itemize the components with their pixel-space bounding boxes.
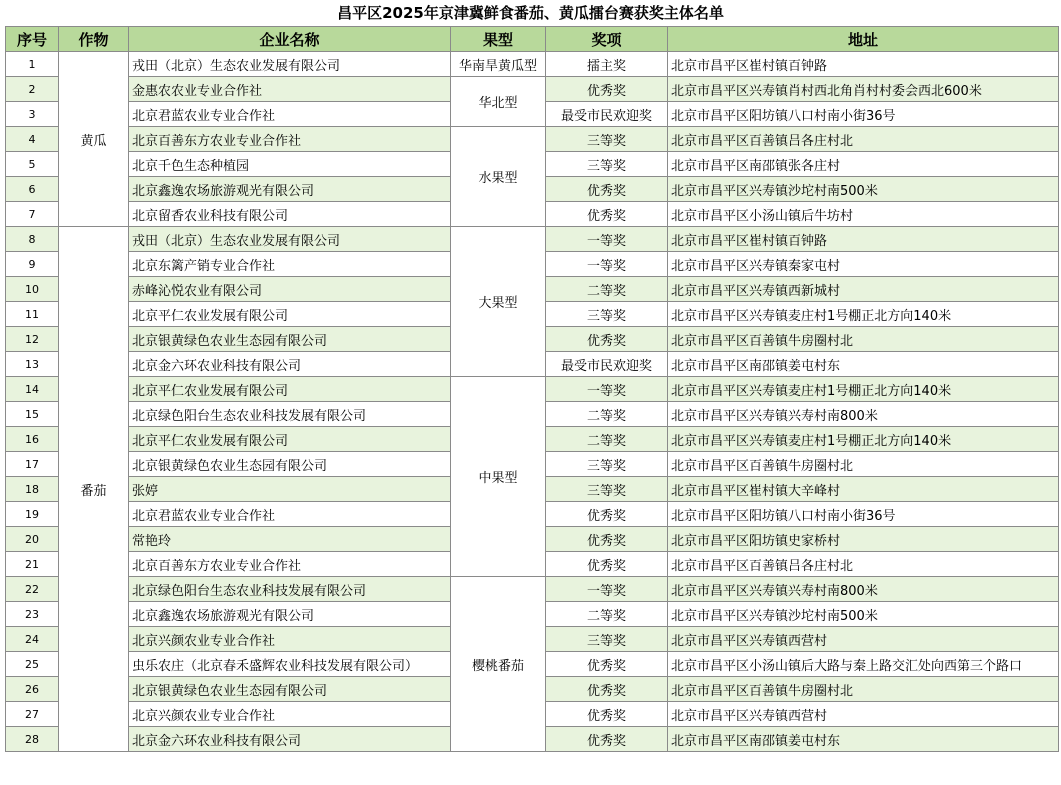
cell-no[interactable]: 24 xyxy=(6,627,59,652)
cell-award[interactable]: 三等奖 xyxy=(546,477,668,502)
cell-address[interactable]: 北京市昌平区百善镇吕各庄村北 xyxy=(668,127,1059,152)
cell-award[interactable]: 优秀奖 xyxy=(546,677,668,702)
cell-no[interactable]: 22 xyxy=(6,577,59,602)
cell-award[interactable]: 优秀奖 xyxy=(546,552,668,577)
cell-no[interactable]: 5 xyxy=(6,152,59,177)
table-body xyxy=(6,52,1059,752)
cell-award[interactable]: 一等奖 xyxy=(546,252,668,277)
header-company[interactable]: 企业名称 xyxy=(129,27,451,52)
cell-company[interactable]: 北京绿色阳台生态农业科技发展有限公司 xyxy=(129,577,451,602)
cell-no[interactable]: 27 xyxy=(6,702,59,727)
cell-company[interactable]: 虫乐农庄（北京春禾盛辉农业科技发展有限公司） xyxy=(129,652,451,677)
cell-type[interactable]: 华南旱黄瓜型 xyxy=(451,52,546,77)
cell-address[interactable]: 北京市昌平区南邵镇姜屯村东 xyxy=(668,727,1059,752)
cell-award[interactable]: 二等奖 xyxy=(546,427,668,452)
cell-no[interactable]: 6 xyxy=(6,177,59,202)
sheet-title: 昌平区2025年京津冀鲜食番茄、黄瓜擂台赛获奖主体名单 xyxy=(337,4,724,22)
cell-address[interactable]: 北京市昌平区兴寿镇兴寿村南800米 xyxy=(668,402,1059,427)
cell-address[interactable]: 北京市昌平区百善镇牛房圈村北 xyxy=(668,452,1059,477)
header-row xyxy=(6,27,1059,52)
cell-no[interactable]: 18 xyxy=(6,477,59,502)
cell-no[interactable]: 11 xyxy=(6,302,59,327)
header-no[interactable]: 序号 xyxy=(6,27,59,52)
table-row xyxy=(6,377,1059,402)
cell-award[interactable]: 三等奖 xyxy=(546,152,668,177)
cell-type[interactable]: 樱桃番茄 xyxy=(451,577,546,752)
cell-award[interactable]: 优秀奖 xyxy=(546,727,668,752)
cell-award[interactable]: 二等奖 xyxy=(546,402,668,427)
cell-type[interactable]: 水果型 xyxy=(451,127,546,227)
table-row xyxy=(6,52,1059,77)
cell-no[interactable]: 10 xyxy=(6,277,59,302)
cell-address[interactable]: 北京市昌平区兴寿镇沙坨村南500米 xyxy=(668,177,1059,202)
cell-no[interactable]: 21 xyxy=(6,552,59,577)
cell-award[interactable]: 优秀奖 xyxy=(546,702,668,727)
cell-award[interactable]: 二等奖 xyxy=(546,277,668,302)
cell-no[interactable]: 2 xyxy=(6,77,59,102)
cell-company[interactable]: 北京金六环农业科技有限公司 xyxy=(129,352,451,377)
cell-address[interactable]: 北京市昌平区百善镇吕各庄村北 xyxy=(668,552,1059,577)
cell-award[interactable]: 优秀奖 xyxy=(546,77,668,102)
cell-no[interactable]: 16 xyxy=(6,427,59,452)
cell-address[interactable]: 北京市昌平区南邵镇张各庄村 xyxy=(668,152,1059,177)
cell-company[interactable]: 北京百善东方农业专业合作社 xyxy=(129,552,451,577)
cell-company[interactable]: 金惠农农业专业合作社 xyxy=(129,77,451,102)
cell-address[interactable]: 北京市昌平区兴寿镇兴寿村南800米 xyxy=(668,577,1059,602)
cell-no[interactable]: 13 xyxy=(6,352,59,377)
cell-address[interactable]: 北京市昌平区兴寿镇肖村西北角肖村村委会西北600米 xyxy=(668,77,1059,102)
cell-company[interactable]: 北京兴颜农业专业合作社 xyxy=(129,702,451,727)
cell-company[interactable]: 北京平仁农业发展有限公司 xyxy=(129,302,451,327)
cell-address[interactable]: 北京市昌平区兴寿镇麦庄村1号棚正北方向140米 xyxy=(668,427,1059,452)
cell-company[interactable]: 北京金六环农业科技有限公司 xyxy=(129,727,451,752)
cell-crop[interactable]: 黄瓜 xyxy=(59,52,129,227)
cell-award[interactable]: 三等奖 xyxy=(546,127,668,152)
cell-award[interactable]: 优秀奖 xyxy=(546,527,668,552)
cell-company[interactable]: 北京留香农业科技有限公司 xyxy=(129,202,451,227)
cell-company[interactable]: 北京平仁农业发展有限公司 xyxy=(129,377,451,402)
cell-award[interactable]: 优秀奖 xyxy=(546,202,668,227)
table-row xyxy=(6,577,1059,602)
cell-address[interactable]: 北京市昌平区小汤山镇后牛坊村 xyxy=(668,202,1059,227)
cell-no[interactable]: 26 xyxy=(6,677,59,702)
cell-no[interactable]: 23 xyxy=(6,602,59,627)
table-row xyxy=(6,127,1059,152)
cell-company[interactable]: 北京君蓝农业专业合作社 xyxy=(129,102,451,127)
cell-no[interactable]: 4 xyxy=(6,127,59,152)
header-award[interactable]: 奖项 xyxy=(546,27,668,52)
cell-address[interactable]: 北京市昌平区阳坊镇八口村南小街36号 xyxy=(668,502,1059,527)
cell-award[interactable]: 三等奖 xyxy=(546,302,668,327)
cell-company[interactable]: 北京银黄绿色农业生态园有限公司 xyxy=(129,452,451,477)
cell-company[interactable]: 北京平仁农业发展有限公司 xyxy=(129,427,451,452)
cell-company[interactable]: 北京兴颜农业专业合作社 xyxy=(129,627,451,652)
cell-address[interactable]: 北京市昌平区崔村镇百钟路 xyxy=(668,227,1059,252)
cell-address[interactable]: 北京市昌平区兴寿镇西营村 xyxy=(668,702,1059,727)
cell-no[interactable]: 1 xyxy=(6,52,59,77)
cell-address[interactable]: 北京市昌平区兴寿镇西营村 xyxy=(668,627,1059,652)
header-crop[interactable]: 作物 xyxy=(59,27,129,52)
cell-company[interactable]: 北京银黄绿色农业生态园有限公司 xyxy=(129,327,451,352)
cell-no[interactable]: 28 xyxy=(6,727,59,752)
cell-address[interactable]: 北京市昌平区兴寿镇西新城村 xyxy=(668,277,1059,302)
cell-address[interactable]: 北京市昌平区阳坊镇八口村南小街36号 xyxy=(668,102,1059,127)
cell-award[interactable]: 三等奖 xyxy=(546,627,668,652)
cell-address[interactable]: 北京市昌平区兴寿镇秦家屯村 xyxy=(668,252,1059,277)
cell-company[interactable]: 北京绿色阳台生态农业科技发展有限公司 xyxy=(129,402,451,427)
cell-no[interactable]: 25 xyxy=(6,652,59,677)
cell-award[interactable]: 优秀奖 xyxy=(546,327,668,352)
cell-company[interactable]: 北京百善东方农业专业合作社 xyxy=(129,127,451,152)
cell-company[interactable]: 北京鑫逸农场旅游观光有限公司 xyxy=(129,177,451,202)
cell-address[interactable]: 北京市昌平区阳坊镇史家桥村 xyxy=(668,527,1059,552)
table-row xyxy=(6,77,1059,102)
cell-company[interactable]: 北京千色生态种植园 xyxy=(129,152,451,177)
cell-award[interactable]: 三等奖 xyxy=(546,452,668,477)
cell-type[interactable]: 华北型 xyxy=(451,77,546,127)
cell-award[interactable]: 一等奖 xyxy=(546,227,668,252)
cell-award[interactable]: 最受市民欢迎奖 xyxy=(546,352,668,377)
cell-no[interactable]: 19 xyxy=(6,502,59,527)
cell-company[interactable]: 北京鑫逸农场旅游观光有限公司 xyxy=(129,602,451,627)
cell-no[interactable]: 7 xyxy=(6,202,59,227)
cell-award[interactable]: 一等奖 xyxy=(546,377,668,402)
cell-award[interactable]: 优秀奖 xyxy=(546,652,668,677)
award-table xyxy=(5,26,1059,752)
cell-address[interactable]: 北京市昌平区小汤山镇后大路与秦上路交汇处向西第三个路口 xyxy=(668,652,1059,677)
cell-award[interactable]: 优秀奖 xyxy=(546,502,668,527)
cell-company[interactable]: 北京银黄绿色农业生态园有限公司 xyxy=(129,677,451,702)
cell-company[interactable]: 戎田（北京）生态农业发展有限公司 xyxy=(129,227,451,252)
cell-crop[interactable]: 番茄 xyxy=(59,227,129,752)
cell-address[interactable]: 北京市昌平区崔村镇大辛峰村 xyxy=(668,477,1059,502)
cell-award[interactable]: 最受市民欢迎奖 xyxy=(546,102,668,127)
header-type[interactable]: 果型 xyxy=(451,27,546,52)
cell-address[interactable]: 北京市昌平区崔村镇百钟路 xyxy=(668,52,1059,77)
header-address[interactable]: 地址 xyxy=(668,27,1059,52)
cell-no[interactable]: 9 xyxy=(6,252,59,277)
cell-no[interactable]: 20 xyxy=(6,527,59,552)
cell-award[interactable]: 二等奖 xyxy=(546,602,668,627)
cell-company[interactable]: 北京君蓝农业专业合作社 xyxy=(129,502,451,527)
cell-no[interactable]: 12 xyxy=(6,327,59,352)
table-row xyxy=(6,227,1059,252)
cell-award[interactable]: 擂主奖 xyxy=(546,52,668,77)
cell-address[interactable]: 北京市昌平区百善镇牛房圈村北 xyxy=(668,677,1059,702)
cell-award[interactable]: 优秀奖 xyxy=(546,177,668,202)
cell-no[interactable]: 17 xyxy=(6,452,59,477)
cell-no[interactable]: 14 xyxy=(6,377,59,402)
cell-no[interactable]: 3 xyxy=(6,102,59,127)
cell-address[interactable]: 北京市昌平区兴寿镇沙坨村南500米 xyxy=(668,602,1059,627)
cell-address[interactable]: 北京市昌平区兴寿镇麦庄村1号棚正北方向140米 xyxy=(668,302,1059,327)
cell-address[interactable]: 北京市昌平区南邵镇姜屯村东 xyxy=(668,352,1059,377)
cell-company[interactable]: 张婷 xyxy=(129,477,451,502)
cell-address[interactable]: 北京市昌平区百善镇牛房圈村北 xyxy=(668,327,1059,352)
cell-company[interactable]: 戎田（北京）生态农业发展有限公司 xyxy=(129,52,451,77)
cell-no[interactable]: 8 xyxy=(6,227,59,252)
cell-no[interactable]: 15 xyxy=(6,402,59,427)
cell-company[interactable]: 北京东篱产销专业合作社 xyxy=(129,252,451,277)
cell-company[interactable]: 赤峰沁悦农业有限公司 xyxy=(129,277,451,302)
cell-type[interactable]: 大果型 xyxy=(451,227,546,377)
cell-company[interactable]: 常艳玲 xyxy=(129,527,451,552)
cell-award[interactable]: 一等奖 xyxy=(546,577,668,602)
cell-type[interactable]: 中果型 xyxy=(451,377,546,577)
cell-address[interactable]: 北京市昌平区兴寿镇麦庄村1号棚正北方向140米 xyxy=(668,377,1059,402)
